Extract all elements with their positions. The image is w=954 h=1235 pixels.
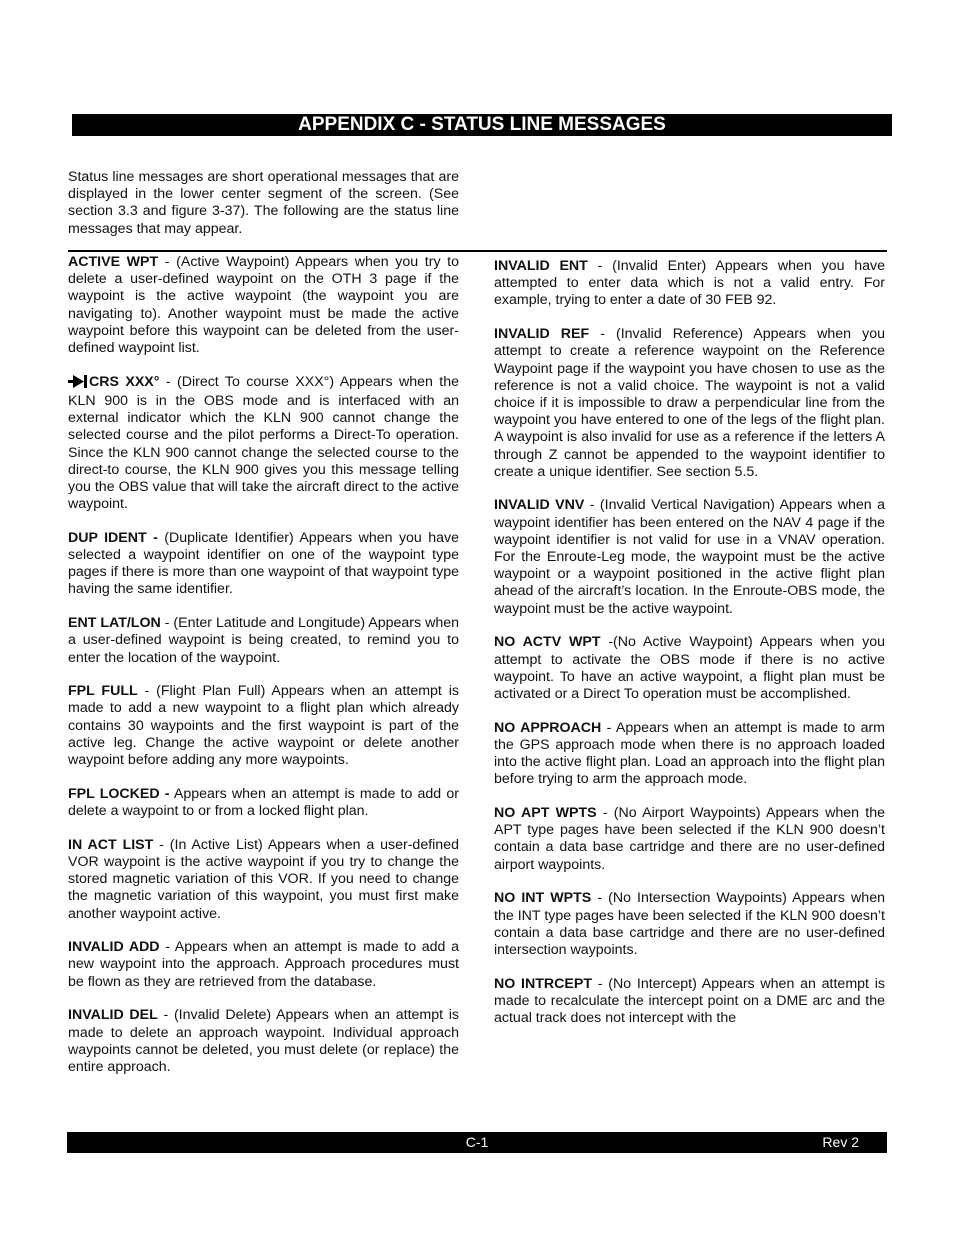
entry-text: - (Direct To course XXX°) Appears when the KLN 900 is in the OBS mode and is interfaced with an external indicator which the KLN 900 cannot change the selected course and the pilot performs a Direct-To operation. Since the KLN 900 cannot change the selected course to the direct-to course, the KLN 900 gives you this message telling you the OBS value that will take the aircraft direct to the active waypoint. xyxy=(68,373,460,513)
entry-text: - (Invalid Vertical Navigation) Appears when a waypoint identifier has been entered on the NAV 4 page if the waypoint identifier is not valid for use in a VNAV operation. For the Enroute-Leg mode, the waypoint must be the active waypoint or a waypoint positioned in the active flight plan ahead of the aircraft’s location. In the Enroute-OBS mode, the waypoint must be the active waypoint. xyxy=(494,497,885,617)
entry-term: INVALID ADD xyxy=(68,939,160,956)
entry-no-int-wpts xyxy=(494,890,885,959)
direct-to-arrow-icon xyxy=(68,375,88,393)
right-column xyxy=(494,258,885,1044)
page-number: C-1 xyxy=(465,1134,489,1150)
entry-dup-ident xyxy=(68,530,459,599)
entry-text: - (Enter Latitude and Longitude) Appears when a user-defined waypoint is being created, to remind you to enter the location of the waypoint. xyxy=(68,615,459,666)
entry-term: NO INTRCEPT xyxy=(494,975,592,992)
entry-text: (Duplicate Identifier) Appears when you have selected a waypoint identifier on one of the waypoint type pages if there is more than one waypoint of that waypoint type having the same identifier. xyxy=(68,529,460,598)
entry-invalid-vnv xyxy=(494,497,885,617)
entry-text: - (Active Waypoint) Appears when you try to delete a user-defined waypoint on the OTH 3 page if the waypoint is the active waypoint (the waypoint you are navigating to). Another waypoint must be made the active waypoint before this waypoint can be deleted from the user-defined waypoint list. xyxy=(68,254,459,357)
entry-term: NO ACTV WPT xyxy=(494,634,601,651)
entry-term: INVALID ENT xyxy=(494,258,588,274)
entry-text: - (Invalid Delete) Appears when an attempt is made to delete an approach waypoint. Individual approach waypoints cannot be deleted, you must delete (or replace) the entire approach. xyxy=(68,1007,460,1075)
entry-invalid-ref xyxy=(494,326,885,481)
entry-text: Appears when an attempt is made to add or delete a waypoint to or from a locked flight plan. xyxy=(68,785,459,819)
revision-label: Rev 2 xyxy=(822,1134,859,1150)
entry-text: -(No Active Waypoint) Appears when you attempt to activate the OBS mode if there is no active waypoint. To have an active waypoint, a flight plan must be activated or a Direct To operation must be accomplished. xyxy=(494,634,885,702)
entry-no-intrcept xyxy=(494,976,885,1028)
entry-in-act-list xyxy=(68,837,459,923)
page-footer xyxy=(67,1132,887,1153)
entry-no-apt-wpts xyxy=(494,805,885,874)
left-column xyxy=(68,254,459,1093)
entry-term: IN ACT LIST xyxy=(68,836,154,853)
entry-text: - Appears when an attempt is made to add a new waypoint into the approach. Approach procedures must be flown as they are retrieved from the database. xyxy=(68,939,459,990)
entry-text: - (Invalid Reference) Appears when you attempt to create a reference waypoint on the Reference Waypoint page if the waypoint you have chosen to use as the reference is not a valid choice. The waypoint is not a valid choice if it is impossible to draw a perpendicular line from the waypoint you have entered to one of the legs of the flight plan. A waypoint is also invalid for use as a reference if the letters A through Z cannot be appended to the waypoint identifier to create a unique identifier. See section 5.5. xyxy=(494,326,885,480)
page-title: APPENDIX C - STATUS LINE MESSAGES xyxy=(72,114,892,136)
intro-paragraph: Status line messages are short operational messages that are displayed in the lower center segment of the screen. (See section 3.3 and figure 3-37). The following are the status line messages that may appear. xyxy=(68,169,459,237)
entry-invalid-add xyxy=(68,939,459,991)
entry-active-wpt xyxy=(68,254,459,357)
entry-invalid-ent xyxy=(494,258,885,310)
entry-term: CRS XXX° xyxy=(89,373,160,390)
entry-fpl-locked xyxy=(68,786,459,820)
entry-no-actv-wpt xyxy=(494,634,885,703)
entry-term: INVALID VNV xyxy=(494,497,585,514)
entry-text: - (No Intercept) Appears when an attempt is made to recalculate the intercept point on a DME arc and the actual track does not intercept with the xyxy=(494,975,885,1027)
entry-term: NO APT WPTS xyxy=(494,804,597,821)
entry-text: - (No Intersection Waypoints) Appears when the INT type pages have been selected if the KLN 900 doesn’t contain a data base cartridge and there are no user-defined intersection waypoints. xyxy=(494,890,885,958)
section-divider xyxy=(68,250,887,252)
entry-term: INVALID DEL xyxy=(68,1007,158,1024)
entry-crs-xxx xyxy=(68,374,459,514)
entry-fpl-full xyxy=(68,683,459,769)
entry-term: INVALID REF xyxy=(494,326,590,343)
entry-term: DUP IDENT - xyxy=(68,529,158,546)
entry-term: ACTIVE WPT xyxy=(68,254,159,270)
entry-term: NO APPROACH xyxy=(494,719,602,736)
entry-ent-lat-lon xyxy=(68,615,459,667)
entry-text: - (Invalid Enter) Appears when you have attempted to enter data which is not a valid entry. For example, trying to enter a date of 30 FEB 92. xyxy=(494,258,885,309)
entry-term: ENT LAT/LON xyxy=(68,615,161,632)
entry-text: - (In Active List) Appears when a user-defined VOR waypoint is the active waypoint if you try to change the stored magnetic variation of this VOR. If you need to change the magnetic variation of this waypoint, you must first make another waypoint active. xyxy=(68,836,459,922)
entry-no-approach xyxy=(494,720,885,789)
entry-term: NO INT WPTS xyxy=(494,890,592,907)
entry-text: - (No Airport Waypoints) Appears when the APT type pages have been selected if the KLN 900 doesn’t contain a data base cartridge and there are no user-defined airport waypoints. xyxy=(494,804,885,873)
entry-invalid-del xyxy=(68,1007,459,1076)
entry-text: - (Flight Plan Full) Appears when an attempt is made to add a new waypoint to a flight plan which already contains 30 waypoints and the first waypoint is part of the active leg. Change the active waypoint or delete another waypoint before adding any more waypoints. xyxy=(68,683,459,769)
entry-term: FPL FULL xyxy=(68,683,138,700)
entry-term: FPL LOCKED - xyxy=(68,785,170,802)
entry-text: - Appears when an attempt is made to arm the GPS approach mode when there is no approach loaded into the active flight plan. Load an approach into the flight plan before trying to arm the approach mode. xyxy=(494,719,885,788)
